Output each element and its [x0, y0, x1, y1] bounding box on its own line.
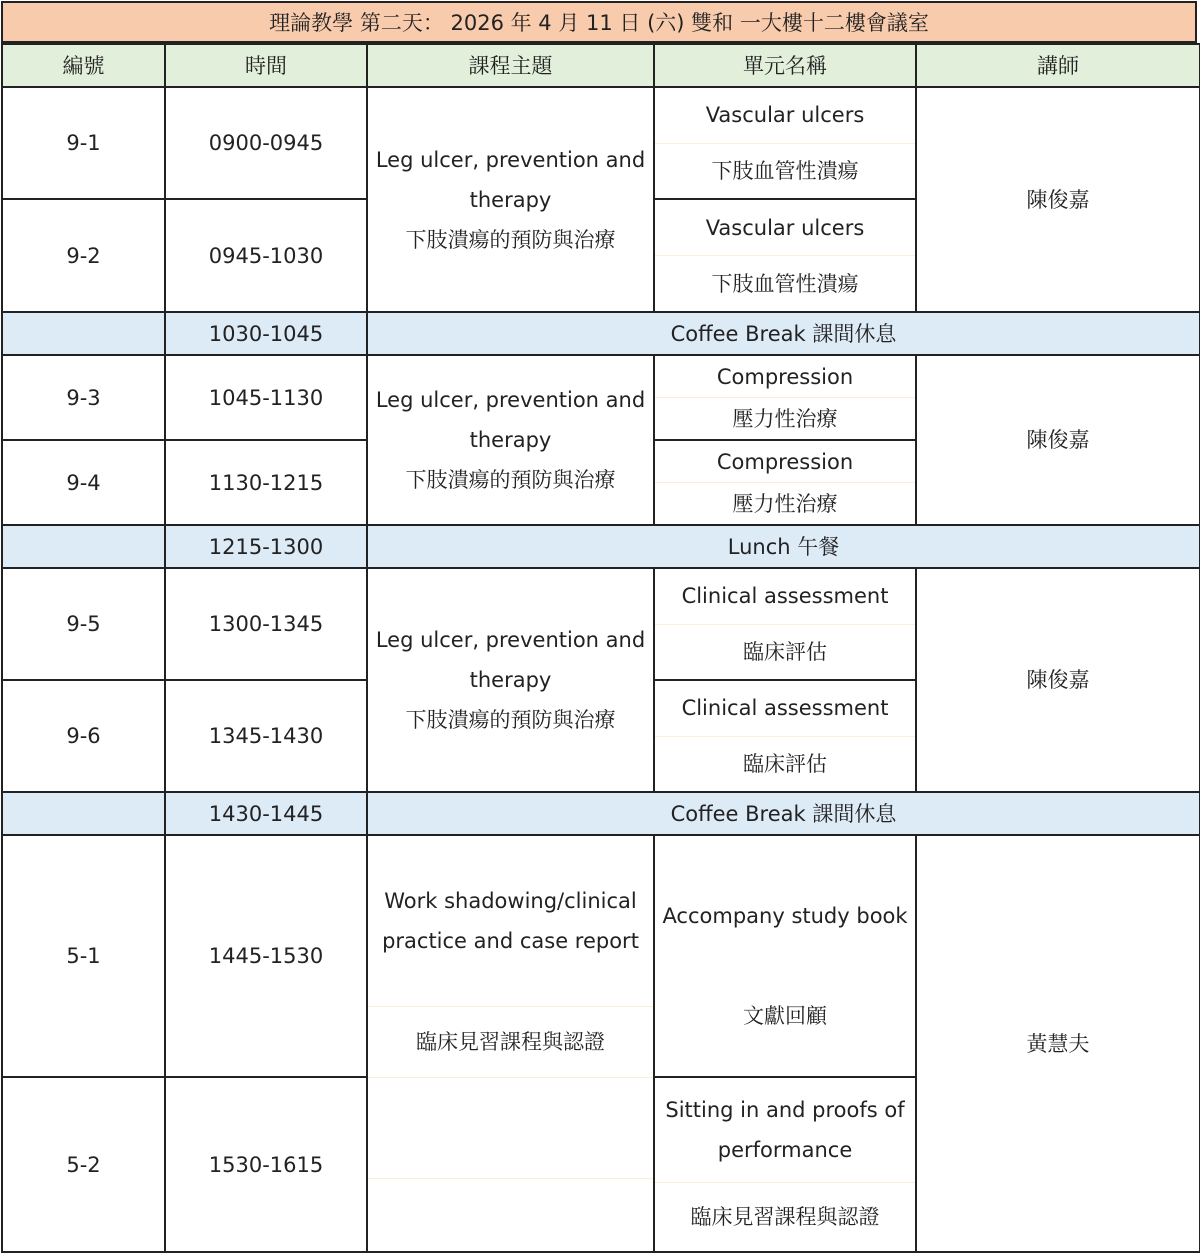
topic-empty [368, 1078, 653, 1179]
break-label: Coffee Break 課間休息 [367, 312, 1200, 355]
session-time: 1045-1130 [165, 355, 367, 440]
table-row [2, 835, 1200, 1077]
lecturer: 陳俊嘉 [916, 355, 1200, 525]
session-id: 9-5 [2, 568, 165, 680]
table-row [2, 568, 1200, 680]
session-time: 1345-1430 [165, 680, 367, 792]
break-id-empty [2, 792, 165, 835]
table-row [2, 355, 1200, 440]
unit-en: Accompany study book [662, 904, 908, 928]
topic-en-line2: therapy [469, 668, 552, 692]
lecturer: 黃慧夫 [916, 835, 1200, 1252]
schedule-table [1, 43, 1200, 1253]
session-id: 9-1 [2, 87, 165, 199]
header-time: 時間 [165, 44, 367, 87]
break-row [2, 312, 1200, 355]
lecturer: 陳俊嘉 [916, 87, 1200, 312]
topic-en-line1: Leg ulcer, prevention and [375, 147, 646, 172]
header-lecturer: 講師 [916, 44, 1200, 87]
table-row [2, 87, 1200, 199]
session-id: 9-2 [2, 199, 165, 312]
break-time: 1030-1045 [165, 312, 367, 355]
topic-en-line2: therapy [469, 428, 552, 452]
session-time: 1445-1530 [165, 835, 367, 1077]
topic-zh: 臨床見習課程與認證 [368, 1007, 653, 1078]
unit-name [654, 199, 916, 312]
session-time: 0945-1030 [165, 199, 367, 312]
course-topic [367, 568, 654, 792]
unit-en: Compression [655, 356, 915, 398]
unit-zh: 臨床評估 [743, 639, 827, 664]
unit-name [654, 1077, 916, 1252]
session-time: 1300-1345 [165, 568, 367, 680]
break-row [2, 525, 1200, 568]
topic-zh: 下肢潰瘍的預防與治療 [405, 227, 616, 252]
unit-zh: 文獻回顧 [743, 1004, 827, 1028]
header-row [2, 44, 1200, 87]
session-time: 0900-0945 [165, 87, 367, 199]
topic-en-line1: Work shadowing/clinical [384, 889, 637, 913]
break-row [2, 792, 1200, 835]
unit-zh: 下肢血管性潰瘍 [711, 271, 859, 296]
course-topic [367, 355, 654, 525]
session-id: 9-4 [2, 440, 165, 525]
unit-name [654, 87, 916, 199]
header-topic: 課程主題 [367, 44, 654, 87]
session-id: 5-2 [2, 1077, 165, 1252]
course-topic [367, 87, 654, 312]
unit-zh: 壓力性治療 [732, 406, 838, 431]
course-topic [367, 835, 654, 1252]
session-id: 9-6 [2, 680, 165, 792]
break-id-empty [2, 525, 165, 568]
topic-en-line1: Leg ulcer, prevention and [375, 388, 646, 412]
unit-zh: 臨床見習課程與認證 [690, 1205, 880, 1229]
session-id: 5-1 [2, 835, 165, 1077]
topic-en-line2: therapy [469, 187, 552, 212]
session-id: 9-3 [2, 355, 165, 440]
unit-zh: 臨床評估 [743, 751, 827, 776]
unit-en: Clinical assessment [655, 569, 915, 625]
break-time: 1215-1300 [165, 525, 367, 568]
session-time: 1130-1215 [165, 440, 367, 525]
header-id: 編號 [2, 44, 165, 87]
topic-en-line1: Leg ulcer, prevention and [375, 628, 646, 652]
break-label: Lunch 午餐 [367, 525, 1200, 568]
session-time: 1530-1615 [165, 1077, 367, 1252]
unit-en: Compression [655, 441, 915, 483]
header-unit: 單元名稱 [654, 44, 916, 87]
lecturer: 陳俊嘉 [916, 568, 1200, 792]
unit-name [654, 680, 916, 792]
unit-name [654, 568, 916, 680]
unit-en: Vascular ulcers [655, 88, 915, 144]
schedule-title: 理論教學 第二天： 2026 年 4 月 11 日 (六) 雙和 一大樓十二樓會議室 [1, 1, 1197, 43]
break-id-empty [2, 312, 165, 355]
break-label: Coffee Break 課間休息 [367, 792, 1200, 835]
unit-name [654, 355, 916, 440]
unit-zh: 壓力性治療 [732, 491, 838, 516]
topic-zh: 下肢潰瘍的預防與治療 [405, 468, 616, 492]
break-time: 1430-1445 [165, 792, 367, 835]
unit-en: Sitting in and proofs of performance [655, 1078, 915, 1183]
unit-name [654, 835, 916, 1077]
unit-en: Vascular ulcers [655, 200, 915, 256]
unit-en: Clinical assessment [655, 681, 915, 737]
topic-zh: 下肢潰瘍的預防與治療 [405, 708, 616, 732]
topic-en-line2: practice and case report [382, 929, 639, 953]
unit-name [654, 440, 916, 525]
unit-zh: 下肢血管性潰瘍 [711, 158, 859, 183]
